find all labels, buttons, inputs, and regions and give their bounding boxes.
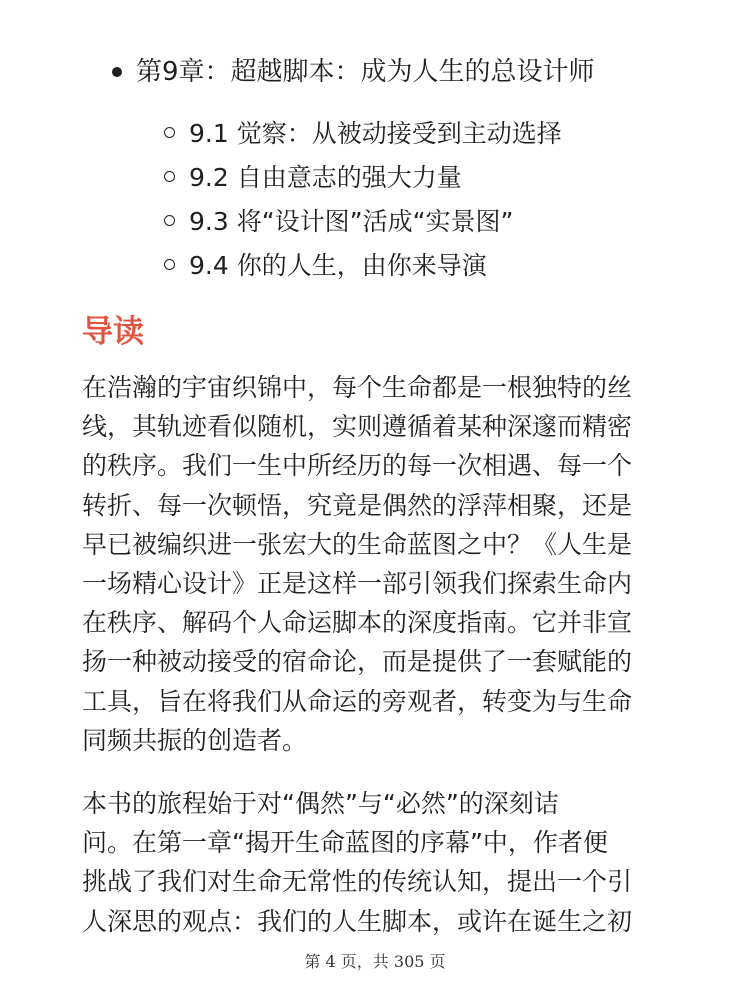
text-line: 扬一种被动接受的宿命论，而是提供了一套赋能的 [82,647,633,677]
text-line: 问。在第一章“揭开生命蓝图的序幕”中，作者便 [82,828,608,858]
section-title: 9.1 觉察：从被动接受到主动选择 [189,119,562,148]
section-item [164,242,562,286]
text-line: 同频共振的创造者。 [82,725,308,755]
text-line: 人深思的观点：我们的人生脚本，或许在诞生之初 [82,906,633,936]
section-title: 9.3 将“设计图”活成“实景图” [189,207,514,236]
hollow-bullet-icon [164,215,175,226]
text-line: 早已被编织进一张宏大的生命蓝图之中？《人生是 [82,529,633,559]
text-line: 本书的旅程始于对“偶然”与“必然”的深刻诘 [82,789,559,818]
hollow-bullet-icon [164,171,175,182]
text-line: 挑战了我们对生命无常性的传统认知，提出一个引 [82,867,633,897]
page-footer: 第 4 页，共 305 页 [304,952,446,971]
text-line: 的秩序。我们一生中所经历的每一次相遇、每一个 [82,451,633,481]
chapter-title: 第9章：超越脚本：成为人生的总设计师 [136,57,595,87]
text-line: 线，其轨迹看似随机，实则遵循着某种深邃而精密 [82,412,633,442]
section-title: 9.4 你的人生，由你来导演 [189,251,487,280]
section-item [164,198,562,242]
section-heading: 导读 [82,314,144,350]
hollow-bullet-icon [164,259,175,270]
text-line: 一场精心设计》正是这样一部引领我们探索生命内 [82,569,633,599]
chapter-item [112,54,595,90]
text-line: 在秩序、解码个人命运脚本的深度指南。它并非宣 [82,608,633,638]
body-paragraph [82,784,672,941]
section-title: 9.2 自由意志的强大力量 [189,163,462,192]
intro-paragraph [82,368,672,760]
hollow-bullet-icon [164,127,175,138]
text-line: 转折、每一次顿悟，究竟是偶然的浮萍相聚，还是 [82,490,633,520]
filled-bullet-icon [112,67,122,77]
text-line: 在浩瀚的宇宙织锦中，每个生命都是一根独特的丝 [82,373,633,402]
section-list [164,110,562,286]
text-line: 工具，旨在将我们从命运的旁观者，转变为与生命 [82,686,633,716]
section-item [164,110,562,154]
section-item [164,154,562,198]
